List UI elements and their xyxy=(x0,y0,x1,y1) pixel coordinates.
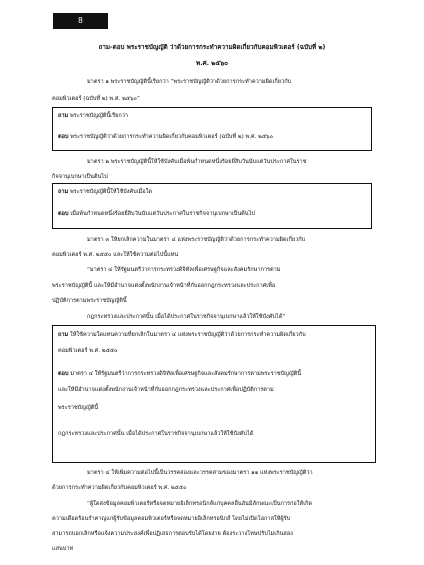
qa-box-2 xyxy=(52,183,372,229)
qa3-answer-line-3: พระราชบัญญัตินี้ xyxy=(58,405,99,411)
section3-line-3: “มาตรา ๔ ให้รัฐมนตรีว่าการกระทรวงดิจิทัลเพื่อเศรษฐกิจและสังคมรักษาการตาม xyxy=(87,267,281,273)
qa3-answer-line-1: มาตรา ๔ ให้รัฐมนตรีว่าการกระทรวงดิจิทัลเพื่อเศรษฐกิจและสังคมรักษาการตามพระราชบัญญัตินี้ xyxy=(70,371,302,377)
qa-box-1 xyxy=(52,107,372,151)
section4-line-5: สามารถบอกเลิกหรือแจ้งความประสงค์เพื่อปฏิเสธการตอบรับได้โดยง่าย ต้องระวางโทษปรับไม่เกินสอง xyxy=(52,531,293,537)
qa3-answer-line-4: กฎกระทรวงและประกาศนั้น เมื่อได้ประกาศในราชกิจจานุเบกษาแล้วให้ใช้บังคับได้ xyxy=(58,431,254,437)
qa1-question-label: ถาม xyxy=(58,113,69,119)
qa3-question-label: ถาม xyxy=(58,332,69,338)
section1-line-1: มาตรา ๑ พระราชบัญญัตินี้เรียกว่า “พระราชบัญญัติว่าด้วยการกระทำความผิดเกี่ยวกับ xyxy=(87,79,292,85)
section4-line-3: “ผู้ใดส่งข้อมูลคอมพิวเตอร์หรือจดหมายอิเล็กทรอนิกส์แก่บุคคลอื่นอันมีลักษณะเป็นการก่อให้เกิด xyxy=(87,501,313,507)
qa3-question-line-2: คอมพิวเตอร์ พ.ศ. ๒๕๕๐ xyxy=(58,348,118,354)
page-number: 8 xyxy=(53,13,108,29)
section4-line-2: ด้วยการกระทำความผิดเกี่ยวกับคอมพิวเตอร์ พ.ศ. ๒๕๕๐ xyxy=(52,485,187,491)
qa2-answer-label: ตอบ xyxy=(58,211,69,217)
qa-box-3 xyxy=(52,325,376,463)
qa1-question-text: พระราชบัญญัตินี้เรียกว่า xyxy=(70,113,129,119)
qa2-question-text: พระราชบัญญัตินี้ให้ใช้บังคับเมื่อใด xyxy=(70,189,153,195)
section2-line-1: มาตรา ๒ พระราชบัญญัตินี้ให้ใช้บังคับเมื่อพ้นกำหนดหนึ่งร้อยยี่สิบวันนับแต่วันประกาศในราช xyxy=(87,159,307,165)
qa3-question-line-1: ให้ใช้ความใดแทนความที่ยกเลิกในมาตรา ๔ แห่งพระราชบัญญัติว่าด้วยการกระทำความผิดเกี่ยวกับ xyxy=(70,332,306,338)
document-title: ถาม-ตอบ พระราชบัญญัติ ว่าด้วยการกระทำความผิดเกี่ยวกับคอมพิวเตอร์ (ฉบับที่ ๒) xyxy=(98,44,326,51)
section3-line-6: กฎกระทรวงและประกาศนั้น เมื่อได้ประกาศในราชกิจจานุเบกษาแล้วให้ใช้บังคับได้” xyxy=(87,314,286,320)
qa3-answer-line-2: และให้มีอำนาจแต่งตั้งพนักงานเจ้าหน้าที่กับออกกฎกระทรวงและประกาศเพื่อปฏิบัติการตาม xyxy=(58,387,274,393)
section2-line-2: กิจจานุเบกษาเป็นต้นไป xyxy=(52,174,108,180)
qa2-answer-text: เมื่อพ้นกำหนดหนึ่งร้อยยี่สิบวันนับแต่วันประกาศในราชกิจจานุเบกษาเป็นต้นไป xyxy=(70,211,255,217)
qa2-question-label: ถาม xyxy=(58,189,69,195)
section4-line-4: ความเดือดร้อนรำคาญแก่ผู้รับข้อมูลคอมพิวเตอร์หรือจดหมายอิเล็กทรอนิกส์ โดยไม่เปิดโอกาสให้ผู้รับ xyxy=(52,516,291,522)
qa3-answer-label: ตอบ xyxy=(58,371,69,377)
document-subtitle: พ.ศ. ๒๕๖๐ xyxy=(196,60,228,67)
section3-line-1: มาตรา ๓ ให้ยกเลิกความในมาตรา ๔ แห่งพระราชบัญญัติว่าด้วยการกระทำความผิดเกี่ยวกับ xyxy=(87,237,306,243)
section1-line-2: คอมพิวเตอร์ (ฉบับที่ ๒) พ.ศ. ๒๕๖๐” xyxy=(52,96,140,102)
qa1-answer-label: ตอบ xyxy=(58,134,69,140)
section3-line-2: คอมพิวเตอร์ พ.ศ. ๒๕๕๐ และให้ใช้ความต่อไปนี้แทน xyxy=(52,252,179,258)
section3-line-5: ปฏิบัติการตามพระราชบัญญัตินี้ xyxy=(52,298,127,304)
section4-line-6: แสนบาท xyxy=(52,546,74,552)
section4-line-1: มาตรา ๔ ให้เพิ่มความต่อไปนี้เป็นวรรคสองและวรรคสามของมาตรา ๑๑ แห่งพระราชบัญญัติว่า xyxy=(87,470,313,476)
qa1-answer-text: พระราชบัญญัติว่าด้วยการกระทำความผิดเกี่ยวกับคอมพิวเตอร์ (ฉบับที่ ๒) พ.ศ. ๒๕๖๐ xyxy=(70,134,274,140)
section3-line-4: พระราชบัญญัตินี้ และให้มีอำนาจแต่งตั้งพนักงานเจ้าหน้าที่กับออกกฎกระทรวงและประกาศเพื่อ xyxy=(52,283,276,289)
